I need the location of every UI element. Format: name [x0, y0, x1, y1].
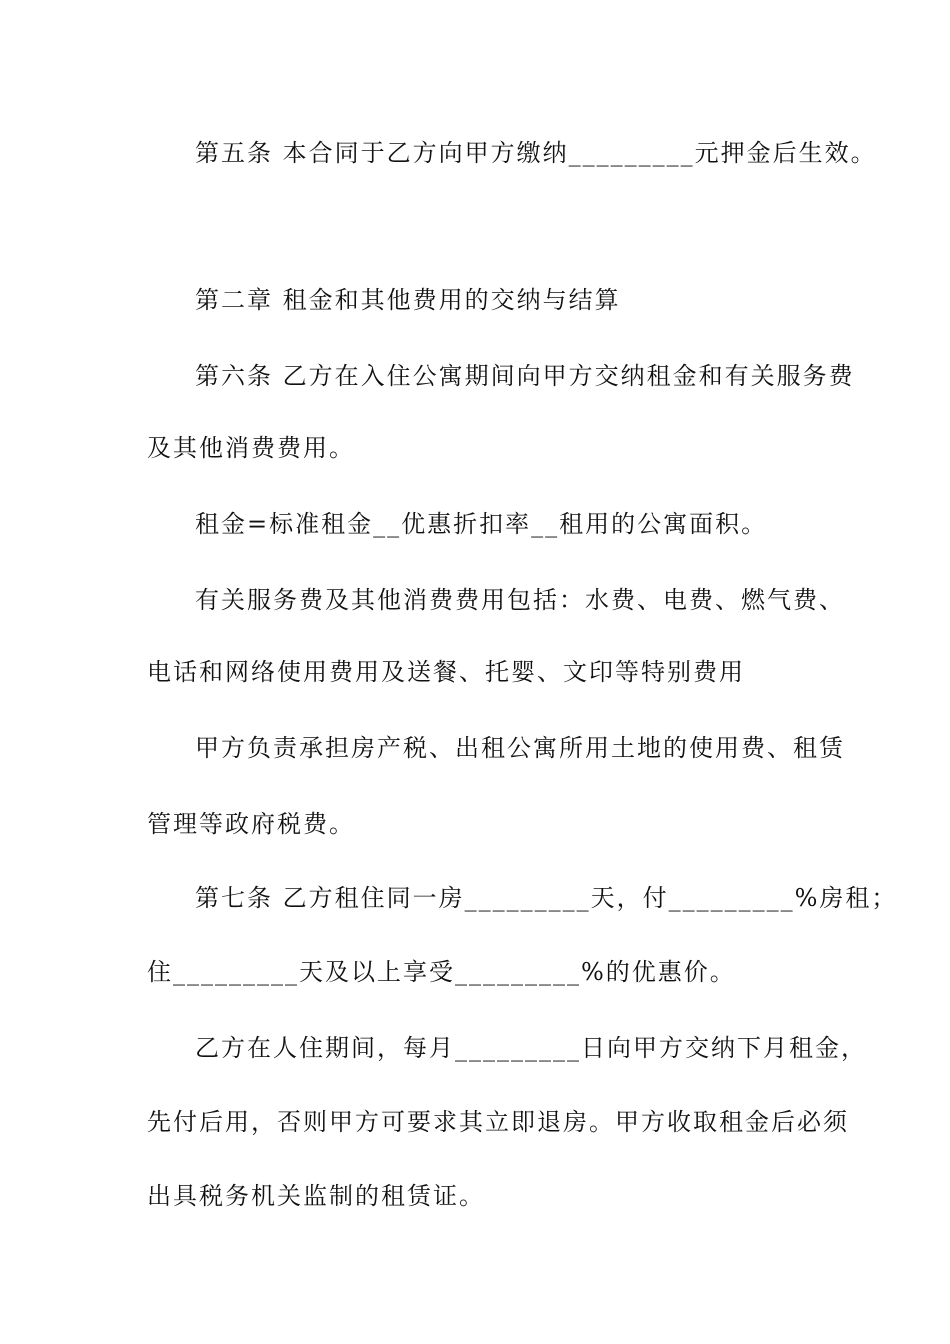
monthly-rent-line-3: 出具税务机关监制的租赁证。: [147, 1182, 485, 1210]
party-a-taxes-line-1: 甲方负责承担房产税、出租公寓所用土地的使用费、租赁: [195, 734, 845, 762]
article-6-line-2: 及其他消费费用。: [147, 434, 355, 462]
service-fees-line-1: 有关服务费及其他消费费用包括：水费、电费、燃气费、: [195, 586, 845, 614]
monthly-rent-line-1: 乙方在人住期间，每月_________日向甲方交纳下月租金，: [195, 1034, 867, 1062]
chapter-2-heading: 第二章 租金和其他费用的交纳与结算: [195, 286, 621, 314]
article-5: 第五条 本合同于乙方向甲方缴纳_________元押金后生效。: [195, 139, 877, 167]
monthly-rent-line-2: 先付后用，否则甲方可要求其立即退房。甲方收取租金后必须: [147, 1108, 849, 1136]
service-fees-line-2: 电话和网络使用费用及送餐、托婴、文印等特别费用: [147, 658, 745, 686]
party-a-taxes-line-2: 管理等政府税费。: [147, 810, 355, 838]
article-7-line-1: 第七条 乙方租住同一房_________天，付_________%房租；: [195, 884, 898, 912]
rent-formula: 租金=标准租金__优惠折扣率__租用的公寓面积。: [195, 510, 768, 538]
article-7-line-2: 住_________天及以上享受_________%的优惠价。: [147, 958, 736, 986]
article-6-line-1: 第六条 乙方在入住公寓期间向甲方交纳租金和有关服务费: [195, 362, 855, 390]
